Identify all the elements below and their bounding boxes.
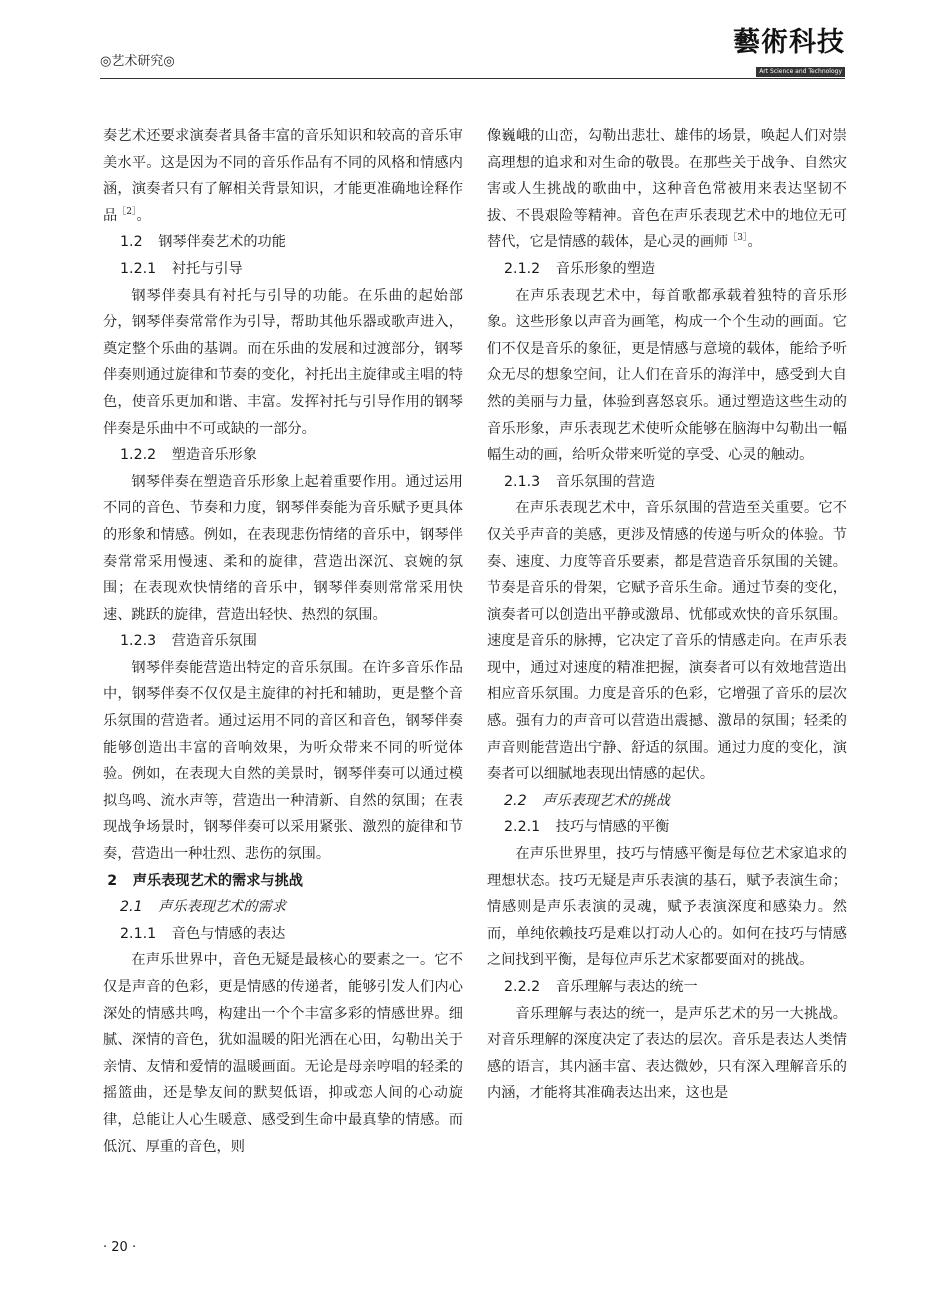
heading-number: 2.1 <box>120 899 143 916</box>
heading-title: 钢琴伴奏艺术的功能 <box>158 234 286 251</box>
paragraph: 钢琴伴奏具有衬托与引导的功能。在乐曲的起始部分，钢琴伴奏常常作为引导，帮助其他乐器或歌声进入，奠定整个乐曲的基调。而在乐曲的发展和过渡部分，钢琴伴奏则通过旋律和节奏的变化，衬托出主旋律或主唱的特色，使音乐更加和谐、丰富。发挥衬托与引导作用的钢琴伴奏是乐曲中不可或缺的一部分。 <box>103 287 463 437</box>
heading-number: 1.2 <box>120 234 143 251</box>
heading-number: 2.1.1 <box>120 925 157 942</box>
heading-number: 1.2.3 <box>120 633 157 650</box>
subsubsection-heading <box>487 974 847 1001</box>
subsubsection-heading <box>103 442 463 469</box>
paragraph: 在声乐表现艺术中，音乐氛围的营造至关重要。它不仅关乎声音的美感，更涉及情感的传递与听众的体验。节奏、速度、力度等音乐要素，都是营造音乐氛围的关键。节奏是音乐的骨架，它赋予音乐生命。通过节奏的变化，演奏者可以创造出平静或激昂、忧郁或欢快的音乐氛围。速度是音乐的脉搏，它决定了音乐的情感走向。在声乐表现中，通过对速度的精准把握，演奏者可以有效地营造出相应音乐氛围。力度是音乐的色彩，它增强了音乐的层次感。强有力的声音可以营造出震撼、激昂的氛围；轻柔的声音则能营造出宁静、舒适的氛围。通过力度的变化，演奏者可以细腻地表现出情感的起伏。 <box>487 500 847 783</box>
subsection-heading <box>103 894 463 921</box>
page-number: · 20 · <box>103 1240 137 1255</box>
journal-logo <box>725 27 845 75</box>
subsubsection-heading <box>487 814 847 841</box>
heading-number: 1.2.1 <box>120 260 157 277</box>
paragraph <box>103 123 463 229</box>
paragraph: 在声乐表现艺术中，每首歌都承载着独特的音乐形象。这些形象以声音为画笔，构成一个个生动的画面。它们不仅是音乐的象征，更是情感与意境的载体，能给予听众无尽的想象空间，让人们在音乐的海洋中，感受到大自然的美丽与力量，体验到喜怒哀乐。通过塑造这些生动的音乐形象，声乐表现艺术使听众能够在脑海中勾勒出一幅幅生动的画，给听众带来听觉的享受、心灵的触动。 <box>487 287 847 464</box>
heading-number: 2.2.2 <box>504 979 541 995</box>
header-divider <box>100 78 845 79</box>
right-column <box>487 123 847 1107</box>
paragraph-text: 奏艺术还要求演奏者具备丰富的音乐知识和较高的音乐审美水平。这是因为不同的音乐作品有不同的风格和情感内涵，演奏者只有了解相关背景知识，才能更准确地诠释作品 <box>103 128 463 224</box>
heading-number: 2 <box>107 872 118 889</box>
subsection-heading <box>487 788 847 815</box>
paragraph: 在声乐世界中，音色无疑是最核心的要素之一。它不仅是声音的色彩，更是情感的传递者，能够引发人们内心深处的情感共鸣，构建出一个个丰富多彩的情感世界。细腻、深情的音色，犹如温暖的阳光洒在心田，勾勒出关于亲情、友情和爱情的温暖画面。无论是母亲哼唱的轻柔的摇篮曲，还是挚友间的默契低语，抑或恋人间的心动旋律，总能让人心生暖意、感受到生命中最真挚的情感。而低沉、厚重的音色，则 <box>103 952 463 1155</box>
paragraph <box>487 123 847 256</box>
heading-number: 2.2.1 <box>504 819 541 836</box>
paragraph-text: 。 <box>747 234 762 251</box>
left-column <box>103 123 463 1160</box>
subsubsection-heading <box>103 256 463 283</box>
paragraph: 在声乐世界里，技巧与情感平衡是每位艺术家追求的理想状态。技巧无疑是声乐表演的基石，赋予表演生命；情感则是声乐表演的灵魂，赋予表演深度和感染力。然而，单纯依赖技巧是难以打动人心的。如何在技巧与情感之间找到平衡，是每位声乐艺术家都要面对的挑战。 <box>487 846 847 969</box>
paragraph-text: 像巍峨的山峦，勾勒出悲壮、雄伟的场景，唤起人们对崇高理想的追求和对生命的敬畏。在那些关于战争、自然灾害或人生挑战的歌曲中，这种音色常被用来表达坚韧不拔、不畏艰险等精神。音色在声乐表现艺术中的地位无可替代，它是情感的载体，是心灵的画师 <box>487 128 847 251</box>
section-heading <box>103 868 463 895</box>
heading-title: 营造音乐氛围 <box>171 633 257 650</box>
paragraph: 音乐理解与表达的统一，是声乐艺术的另一大挑战。对音乐理解的深度决定了表达的层次。音乐是表达人类情感的语言，其内涵丰富、表达微妙，只有深入理解音乐的内涵，才能将其准确表达出来，这也是 <box>487 1005 847 1102</box>
paragraph-text: 。 <box>136 207 151 224</box>
citation: ［3］ <box>728 233 748 244</box>
heading-title: 声乐表现艺术的需求与挑战 <box>132 872 303 889</box>
citation: ［2］ <box>117 206 137 217</box>
subsubsection-heading <box>103 921 463 948</box>
heading-number: 2.1.3 <box>504 473 541 490</box>
page-header <box>100 28 845 76</box>
heading-title: 音乐氛围的营造 <box>555 473 656 490</box>
journal-logo-subtitle: Art Science and Technology <box>756 67 845 77</box>
subsection-heading <box>103 229 463 256</box>
heading-title: 音乐形象的塑造 <box>555 260 656 277</box>
journal-logo-text: 藝術科技 <box>733 27 845 58</box>
heading-title: 音色与情感的表达 <box>171 925 286 942</box>
heading-title: 声乐表现艺术的挑战 <box>542 792 670 809</box>
heading-title: 音乐理解与表达的统一 <box>555 979 698 995</box>
heading-title: 塑造音乐形象 <box>171 447 257 464</box>
heading-title: 技巧与情感的平衡 <box>555 819 670 836</box>
subsubsection-heading <box>487 469 847 496</box>
paragraph: 钢琴伴奏在塑造音乐形象上起着重要作用。通过运用不同的音色、节奏和力度，钢琴伴奏能为音乐赋予更具体的形象和情感。例如，在表现悲伤情绪的音乐中，钢琴伴奏常常采用慢速、柔和的旋律，营造出深沉、哀婉的氛围；在表现欢快情绪的音乐中，钢琴伴奏则常常采用快速、跳跃的旋律，营造出轻快、热烈的氛围。 <box>103 473 463 623</box>
section-tag: ◎艺术研究◎ <box>100 54 175 69</box>
heading-number: 2.1.2 <box>504 260 541 277</box>
paragraph: 钢琴伴奏能营造出特定的音乐氛围。在许多音乐作品中，钢琴伴奏不仅仅是主旋律的衬托和辅助，更是整个音乐氛围的营造者。通过运用不同的音区和音色，钢琴伴奏能够创造出丰富的音响效果，为听众带来不同的听觉体验。例如，在表现大自然的美景时，钢琴伴奏可以通过模拟鸟鸣、流水声等，营造出一种清新、自然的氛围；在表现战争场景时，钢琴伴奏可以采用紧张、激烈的旋律和节奏，营造出一种壮烈、悲伤的氛围。 <box>103 659 463 863</box>
subsubsection-heading <box>103 628 463 655</box>
heading-number: 1.2.2 <box>120 447 157 464</box>
subsubsection-heading <box>487 256 847 283</box>
heading-number: 2.2 <box>504 792 527 809</box>
heading-title: 衬托与引导 <box>171 260 243 277</box>
heading-title: 声乐表现艺术的需求 <box>158 899 286 916</box>
